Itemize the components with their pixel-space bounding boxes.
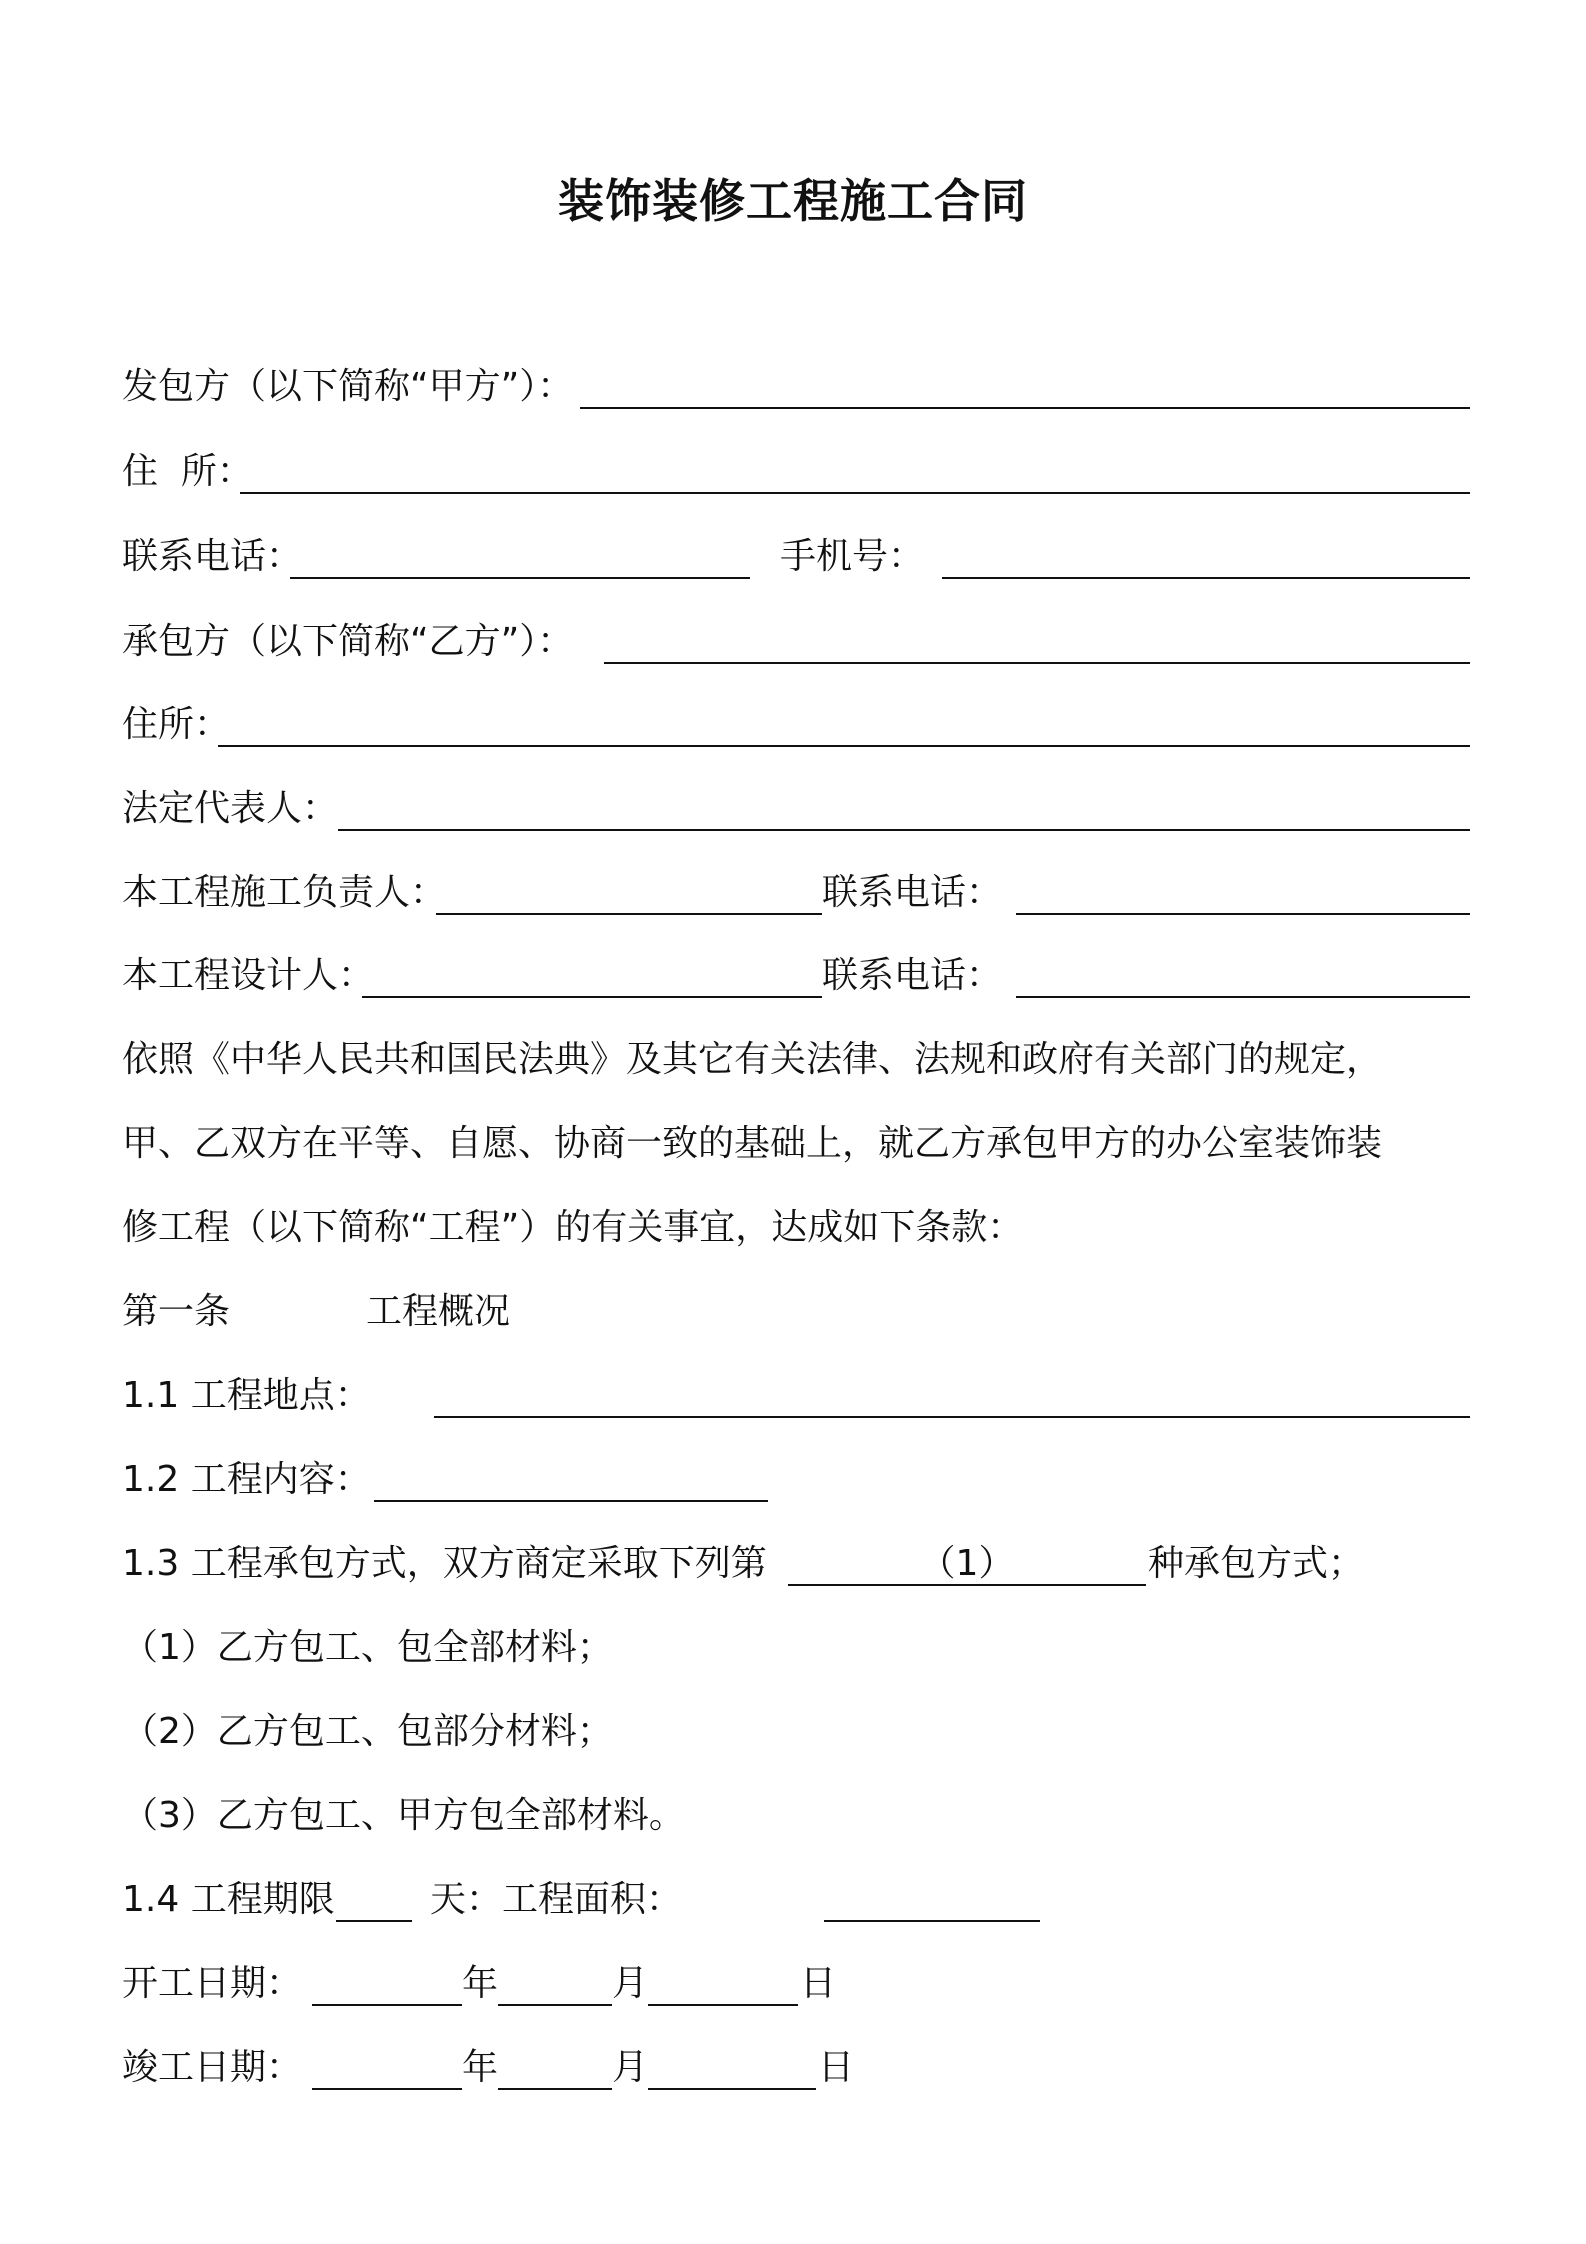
construction-lead-label: 本工程施工负责人： xyxy=(122,872,447,913)
designer-phone-label: 联系电话： xyxy=(822,955,1003,996)
preamble-line-3: 修工程（以下简称“工程”）的有关事宜，达成如下条款： xyxy=(122,1207,1024,1248)
item-1-3-suffix: 种承包方式； xyxy=(1148,1543,1365,1584)
end-year-field[interactable] xyxy=(312,2088,462,2090)
end-year-label: 年 xyxy=(462,2047,499,2088)
preamble-line-1: 依照《中华人民共和国民法典》及其它有关法律、法规和政府有关部门的规定， xyxy=(122,1039,1383,1080)
designer-field[interactable] xyxy=(362,996,822,998)
item-1-3-field[interactable] xyxy=(788,1543,1146,1586)
start-year-label: 年 xyxy=(462,1963,499,2004)
item-1-3-row xyxy=(122,1522,1482,1606)
item-1-1-field[interactable] xyxy=(434,1416,1470,1418)
start-date-row xyxy=(122,1942,1482,2026)
item-1-4-row xyxy=(122,1858,1482,1942)
item-1-4-days-label: 天：工程面积： xyxy=(430,1879,683,1920)
article-1-heading: 工程概况 xyxy=(366,1291,511,1332)
start-day-label: 日 xyxy=(800,1963,837,2004)
construction-lead-row xyxy=(122,851,1482,935)
item-1-1-label: 1.1 工程地点： xyxy=(122,1375,371,1416)
start-date-label: 开工日期： xyxy=(122,1963,303,2004)
party-b-field[interactable] xyxy=(604,662,1470,664)
option-3: （3）乙方包工、甲方包全部材料。 xyxy=(122,1795,685,1836)
item-1-2-label: 1.2 工程内容： xyxy=(122,1459,371,1500)
phone-a-label: 联系电话： xyxy=(122,536,303,577)
construction-lead-phone-field[interactable] xyxy=(1016,913,1470,915)
end-month-label: 月 xyxy=(612,2047,649,2088)
party-a-row xyxy=(122,345,1482,429)
item-1-3-value: （1） xyxy=(919,1543,1015,1584)
end-day-label: 日 xyxy=(818,2047,855,2088)
phone-a-row xyxy=(122,515,1482,599)
option-2: （2）乙方包工、包部分材料； xyxy=(122,1711,613,1752)
address-a-label: 住 所： xyxy=(122,451,253,492)
phone-a-field[interactable] xyxy=(290,577,750,579)
start-month-label: 月 xyxy=(612,1963,649,2004)
start-day-field[interactable] xyxy=(648,2004,798,2006)
end-day-field[interactable] xyxy=(648,2088,816,2090)
end-date-row xyxy=(122,2026,1482,2110)
address-b-row xyxy=(122,683,1482,767)
party-b-label: 承包方（以下简称“乙方”）： xyxy=(122,621,574,662)
mobile-a-label: 手机号： xyxy=(780,536,925,577)
address-b-field[interactable] xyxy=(218,745,1470,747)
construction-lead-field[interactable] xyxy=(436,913,822,915)
mobile-a-field[interactable] xyxy=(942,577,1470,579)
project-area-field[interactable] xyxy=(824,1920,1040,1922)
option-1: （1）乙方包工、包全部材料； xyxy=(122,1627,613,1668)
legal-rep-field[interactable] xyxy=(338,829,1470,831)
designer-phone-field[interactable] xyxy=(1016,996,1470,998)
item-1-2-row xyxy=(122,1438,1482,1522)
document-title: 装饰装修工程施工合同 xyxy=(558,174,1028,228)
duration-days-field[interactable] xyxy=(336,1920,412,1922)
item-1-1-row xyxy=(122,1354,1482,1438)
option-1-row xyxy=(122,1606,1482,1690)
address-a-row xyxy=(122,430,1482,514)
party-b-row xyxy=(122,600,1482,684)
construction-lead-phone-label: 联系电话： xyxy=(822,872,1003,913)
legal-rep-label: 法定代表人： xyxy=(122,788,339,829)
end-date-label: 竣工日期： xyxy=(122,2047,303,2088)
start-year-field[interactable] xyxy=(312,2004,462,2006)
article-1-heading-row xyxy=(122,1270,1482,1354)
option-2-row xyxy=(122,1690,1482,1774)
start-month-field[interactable] xyxy=(498,2004,612,2006)
preamble-line-2: 甲、乙双方在平等、自愿、协商一致的基础上，就乙方承包甲方的办公室装饰装 xyxy=(122,1123,1383,1164)
option-3-row xyxy=(122,1774,1482,1858)
designer-row xyxy=(122,934,1482,1018)
item-1-3-prefix: 1.3 工程承包方式，双方商定采取下列第 xyxy=(122,1543,767,1584)
address-a-field[interactable] xyxy=(240,492,1470,494)
address-b-label: 住所： xyxy=(122,704,231,745)
article-1-number: 第一条 xyxy=(122,1291,231,1332)
party-a-label: 发包方（以下简称“甲方”）： xyxy=(122,366,574,407)
party-a-field[interactable] xyxy=(580,407,1470,409)
legal-rep-row xyxy=(122,767,1482,851)
item-1-2-field[interactable] xyxy=(374,1500,768,1502)
end-month-field[interactable] xyxy=(498,2088,612,2090)
designer-label: 本工程设计人： xyxy=(122,955,375,996)
item-1-4-prefix: 1.4 工程期限 xyxy=(122,1879,335,1920)
